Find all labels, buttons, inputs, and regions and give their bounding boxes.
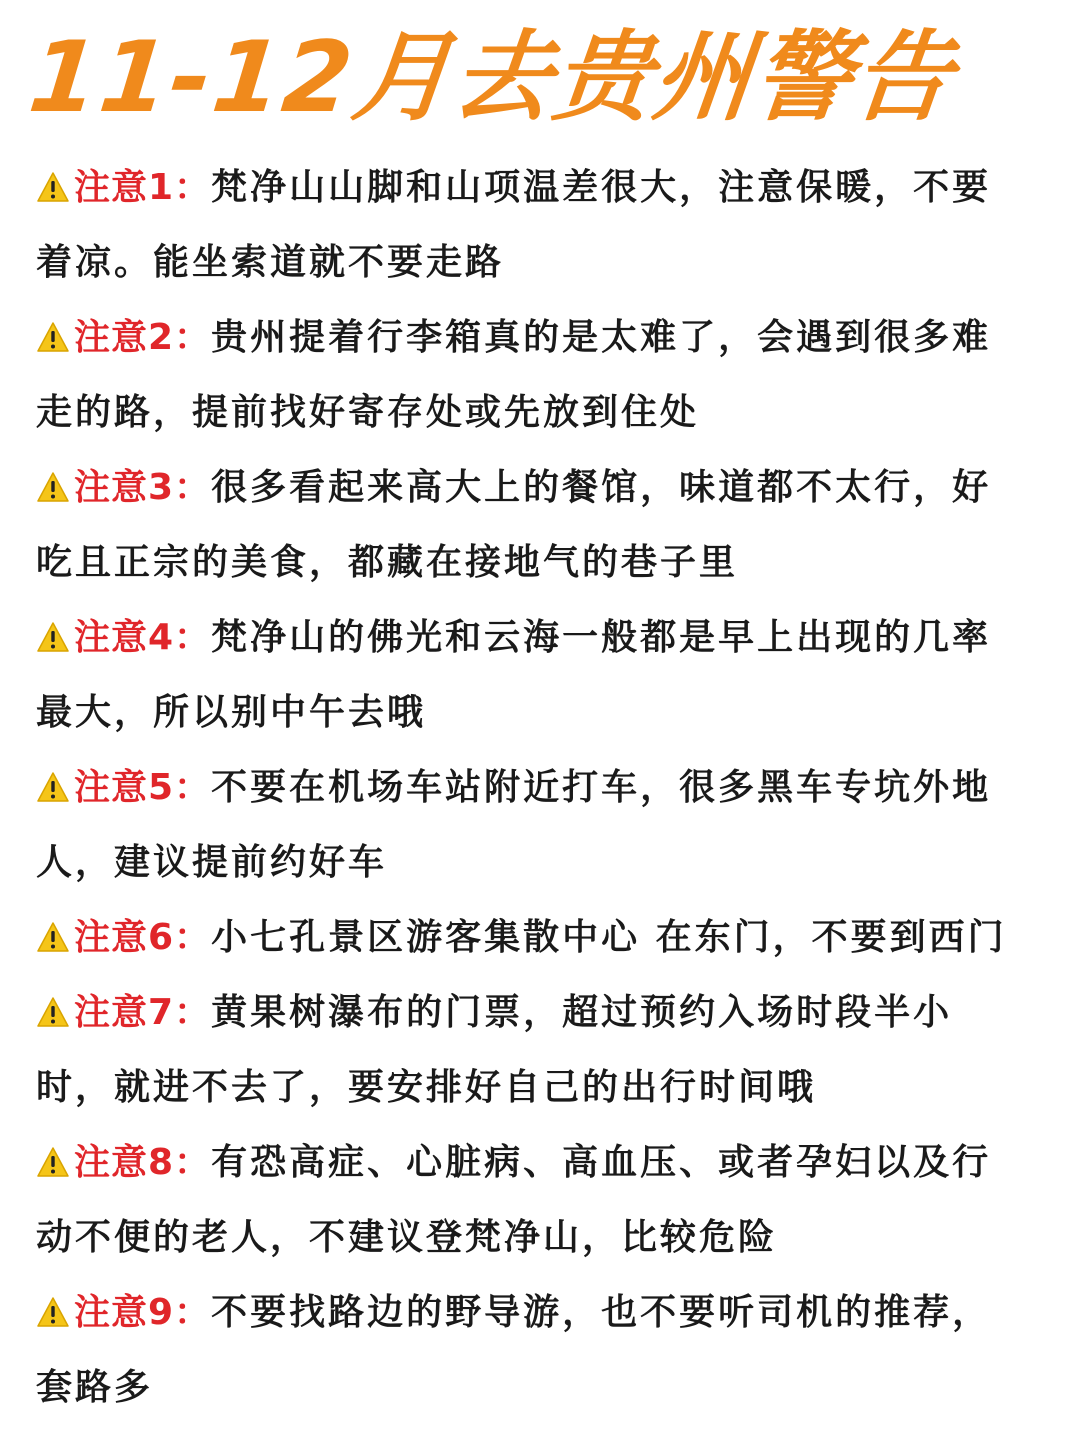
warning-text: 不要找路边的野导游，也不要听司机的推荐，套路多: [36, 1292, 992, 1408]
warning-text: 不要在机场车站附近打车，很多黑车专坑外地人，建议提前约好车: [36, 767, 992, 883]
warning-item: [36, 975, 1026, 1125]
warning-icon: [36, 996, 70, 1028]
warning-item: [36, 1125, 1026, 1275]
warning-label: 注意4：: [74, 617, 212, 658]
warning-item: [36, 300, 1026, 450]
warning-text: 梵净山山脚和山项温差很大，注意保暖，不要着凉。能坐索道就不要走路: [36, 167, 992, 283]
warning-item: [36, 750, 1026, 900]
warning-text: 黄果树瀑布的门票，超过预约入场时段半小时，就进不去了，要安排好自己的出行时间哦: [36, 992, 953, 1108]
warning-icon: [36, 171, 70, 203]
warning-text: 贵州提着行李箱真的是太难了，会遇到很多难走的路，提前找好寄存处或先放到住处: [36, 317, 992, 433]
warning-label: 注意7：: [74, 992, 212, 1033]
warning-icon: [36, 471, 70, 503]
warning-text: 小七孔景区游客集散中心 在东门，不要到西门: [211, 917, 1007, 958]
warning-label: 注意2：: [74, 317, 212, 358]
warning-icon: [36, 921, 70, 953]
warning-text: 有恐高症、心脏病、高血压、或者孕妇以及行动不便的老人，不建议登梵净山，比较危险: [36, 1142, 992, 1258]
page-title: 11-12月去贵州警告: [24, 21, 960, 135]
warning-icon: [36, 321, 70, 353]
warning-icon: [36, 621, 70, 653]
warning-icon: [36, 771, 70, 803]
warning-label: 注意9：: [74, 1292, 212, 1333]
warning-label: 注意1：: [74, 167, 212, 208]
warning-list: [36, 150, 1026, 1425]
warning-icon: [36, 1296, 70, 1328]
warning-text: 很多看起来高大上的餐馆，味道都不太行，好吃且正宗的美食，都藏在接地气的巷子里: [36, 467, 992, 583]
warning-label: 注意5：: [74, 767, 212, 808]
warning-item: [36, 450, 1026, 600]
warning-item: [36, 1275, 1026, 1425]
warning-item: [36, 900, 1026, 975]
warning-label: 注意6：: [74, 917, 212, 958]
warning-icon: [36, 1146, 70, 1178]
warning-item: [36, 150, 1026, 300]
warning-text: 梵净山的佛光和云海一般都是早上出现的几率最大，所以别中午去哦: [36, 617, 992, 733]
warning-item: [36, 600, 1026, 750]
warning-label: 注意3：: [74, 467, 212, 508]
warning-label: 注意8：: [74, 1142, 212, 1183]
